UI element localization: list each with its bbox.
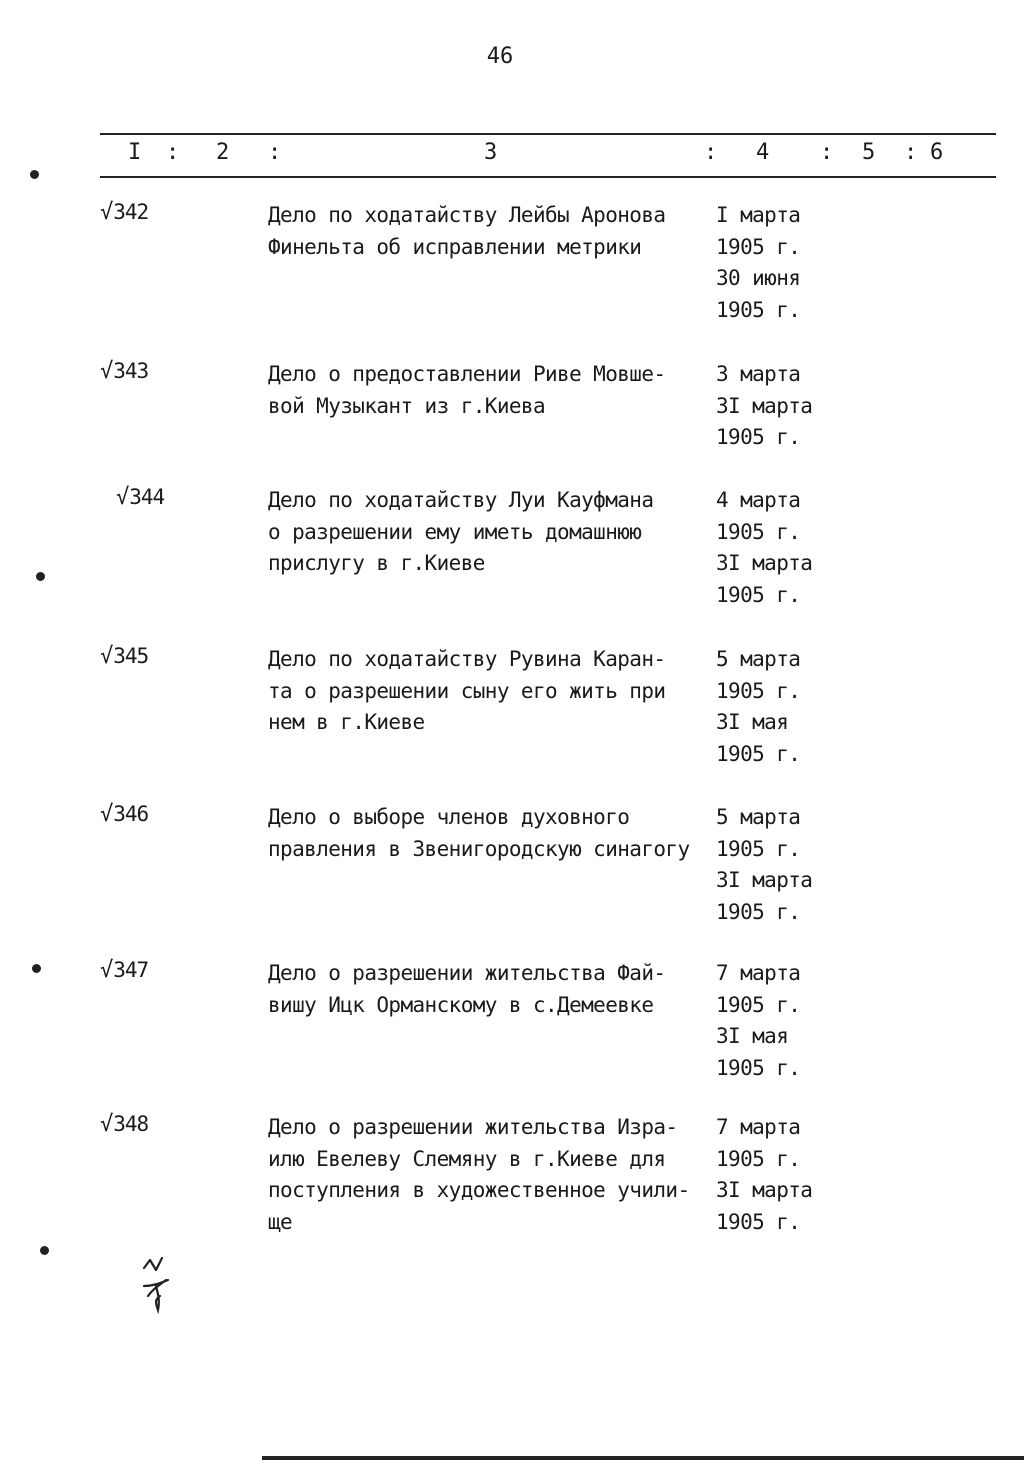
page-number: 46 (486, 44, 514, 69)
column-header-row (0, 140, 1024, 172)
check-mark-icon: √ (100, 958, 113, 983)
column-separator: : (166, 140, 180, 165)
check-mark-icon: √ (100, 359, 113, 384)
punch-hole (30, 170, 39, 179)
entry-dates: 3 марта 3I марта 1905 г. (716, 362, 813, 449)
punch-hole (36, 572, 45, 581)
entry-dates: 4 марта 1905 г. 3I марта 1905 г. (716, 488, 813, 607)
entry-number: √342 (100, 200, 149, 225)
check-mark-icon: √ (116, 485, 129, 510)
entry-number: √344 (116, 485, 165, 510)
check-mark-icon: √ (100, 1112, 113, 1137)
check-mark-icon: √ (100, 644, 113, 669)
entry-dates: 5 марта 1905 г. 3I мая 1905 г. (716, 647, 801, 766)
entry-number: √347 (100, 958, 149, 983)
column-separator: : (904, 140, 918, 165)
handwritten-signature-icon (138, 1256, 198, 1316)
column-header-6: 6 (930, 140, 944, 165)
punch-hole (32, 964, 41, 973)
bottom-edge-rule (262, 1456, 1024, 1460)
check-mark-icon: √ (100, 200, 113, 225)
entry-number: √343 (100, 359, 149, 384)
entry-title: Дело по ходатайству Луи Кауфмана о разрешении ему иметь домашнюю прислугу в г.Киеве (268, 488, 654, 575)
column-header-3: 3 (484, 140, 498, 165)
entry-title: Дело о разрешении жительства Изра- илю Евелеву Слемяну в г.Киеве для поступления в художественное учили- ще (268, 1115, 690, 1234)
column-header-4: 4 (756, 140, 770, 165)
punch-hole (40, 1246, 49, 1255)
entry-dates: 5 марта 1905 г. 3I марта 1905 г. (716, 805, 813, 924)
entry-title: Дело по ходатайству Рувина Каран- та о разрешении сыну его жить при нем в г.Киеве (268, 647, 666, 734)
column-separator: : (268, 140, 282, 165)
header-bottom-rule (100, 176, 996, 178)
entry-title: Дело о разрешении жительства Фай- вишу Ицк Орманскому в с.Демеевке (268, 961, 666, 1017)
entry-dates: I марта 1905 г. 30 июня 1905 г. (716, 203, 801, 322)
entry-number: √345 (100, 644, 149, 669)
entry-number: √348 (100, 1112, 149, 1137)
column-header-2: 2 (216, 140, 230, 165)
entry-title: Дело по ходатайству Лейбы Аронова Финельта об исправлении метрики (268, 203, 666, 259)
entry-number: √346 (100, 802, 149, 827)
entry-title: Дело о предоставлении Риве Мовше- вой Музыкант из г.Киева (268, 362, 666, 418)
header-top-rule (100, 133, 996, 135)
entry-dates: 7 марта 1905 г. 3I марта 1905 г. (716, 1115, 813, 1234)
column-separator: : (820, 140, 834, 165)
check-mark-icon: √ (100, 802, 113, 827)
column-header-1: I (128, 140, 142, 165)
column-header-5: 5 (862, 140, 876, 165)
column-separator: : (704, 140, 718, 165)
entry-title: Дело о выборе членов духовного правления в Звенигородскую синагогу (268, 805, 690, 861)
entry-dates: 7 марта 1905 г. 3I мая 1905 г. (716, 961, 801, 1080)
